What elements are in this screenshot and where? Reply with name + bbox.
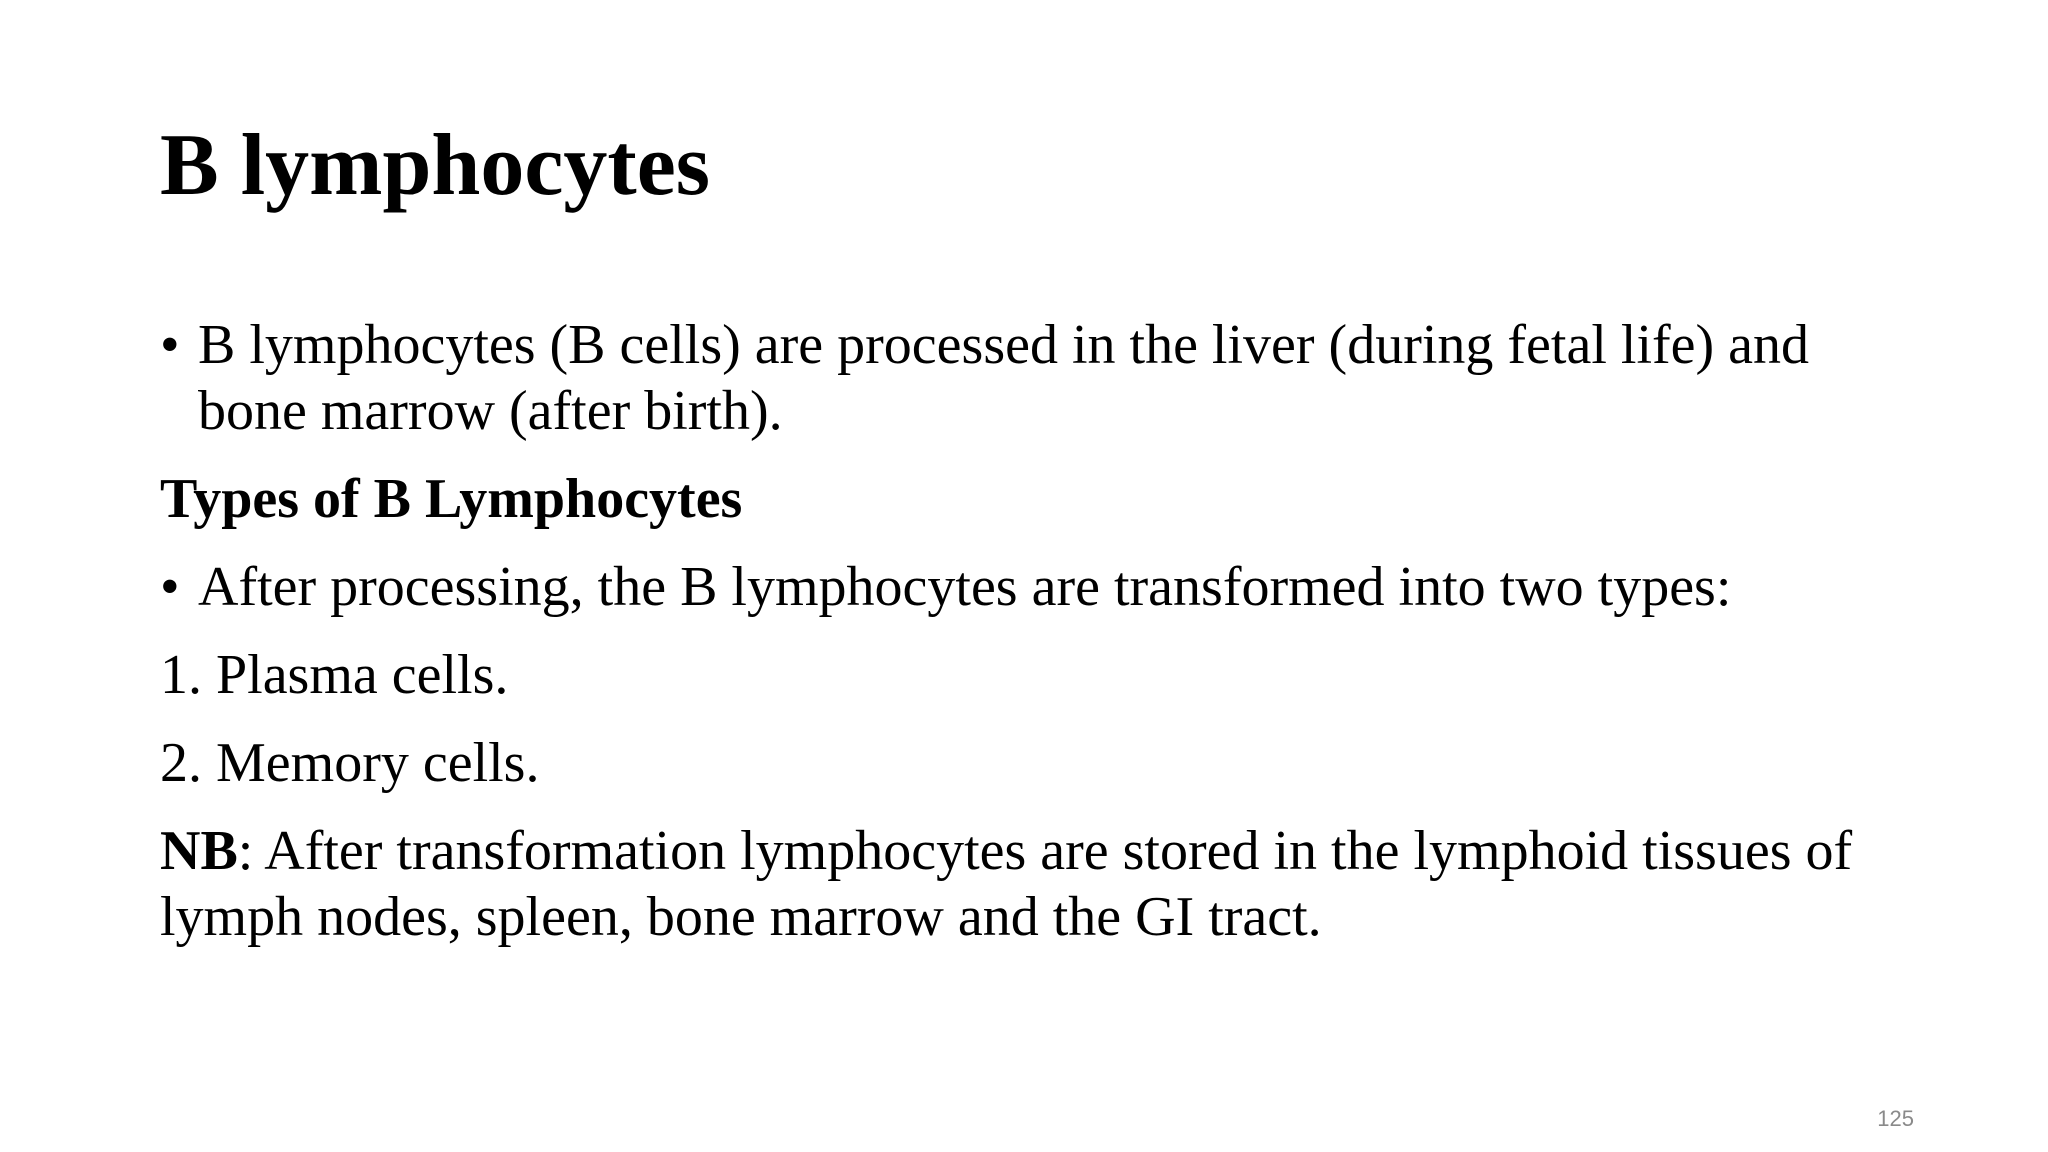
list-item-memory-cells: 2. Memory cells. bbox=[160, 732, 540, 794]
note-text: : After transformation lymphocytes are stored in the lymphoid tissues of lymph nodes, spleen, bone marrow and the GI tract. bbox=[160, 820, 1853, 948]
bullet-transform bbox=[160, 554, 1920, 620]
types-heading: Types of B Lymphocytes bbox=[160, 468, 743, 530]
bullet-intro-text: B lymphocytes (B cells) are processed in the liver (during fetal life) and bone marrow (after birth). bbox=[198, 314, 1810, 442]
bullet-icon: • bbox=[160, 556, 180, 618]
bullet-icon: • bbox=[160, 314, 180, 376]
note-label: NB bbox=[160, 820, 238, 882]
slide-body bbox=[160, 312, 1920, 972]
list-item-plasma-cells: 1. Plasma cells. bbox=[160, 644, 509, 706]
slide-title: B lymphocytes bbox=[160, 117, 710, 214]
slide-number: 125 bbox=[1877, 1106, 1914, 1131]
note-paragraph bbox=[160, 818, 1920, 950]
bullet-intro bbox=[160, 312, 1920, 444]
bullet-transform-text: After processing, the B lymphocytes are transformed into two types: bbox=[198, 556, 1732, 618]
